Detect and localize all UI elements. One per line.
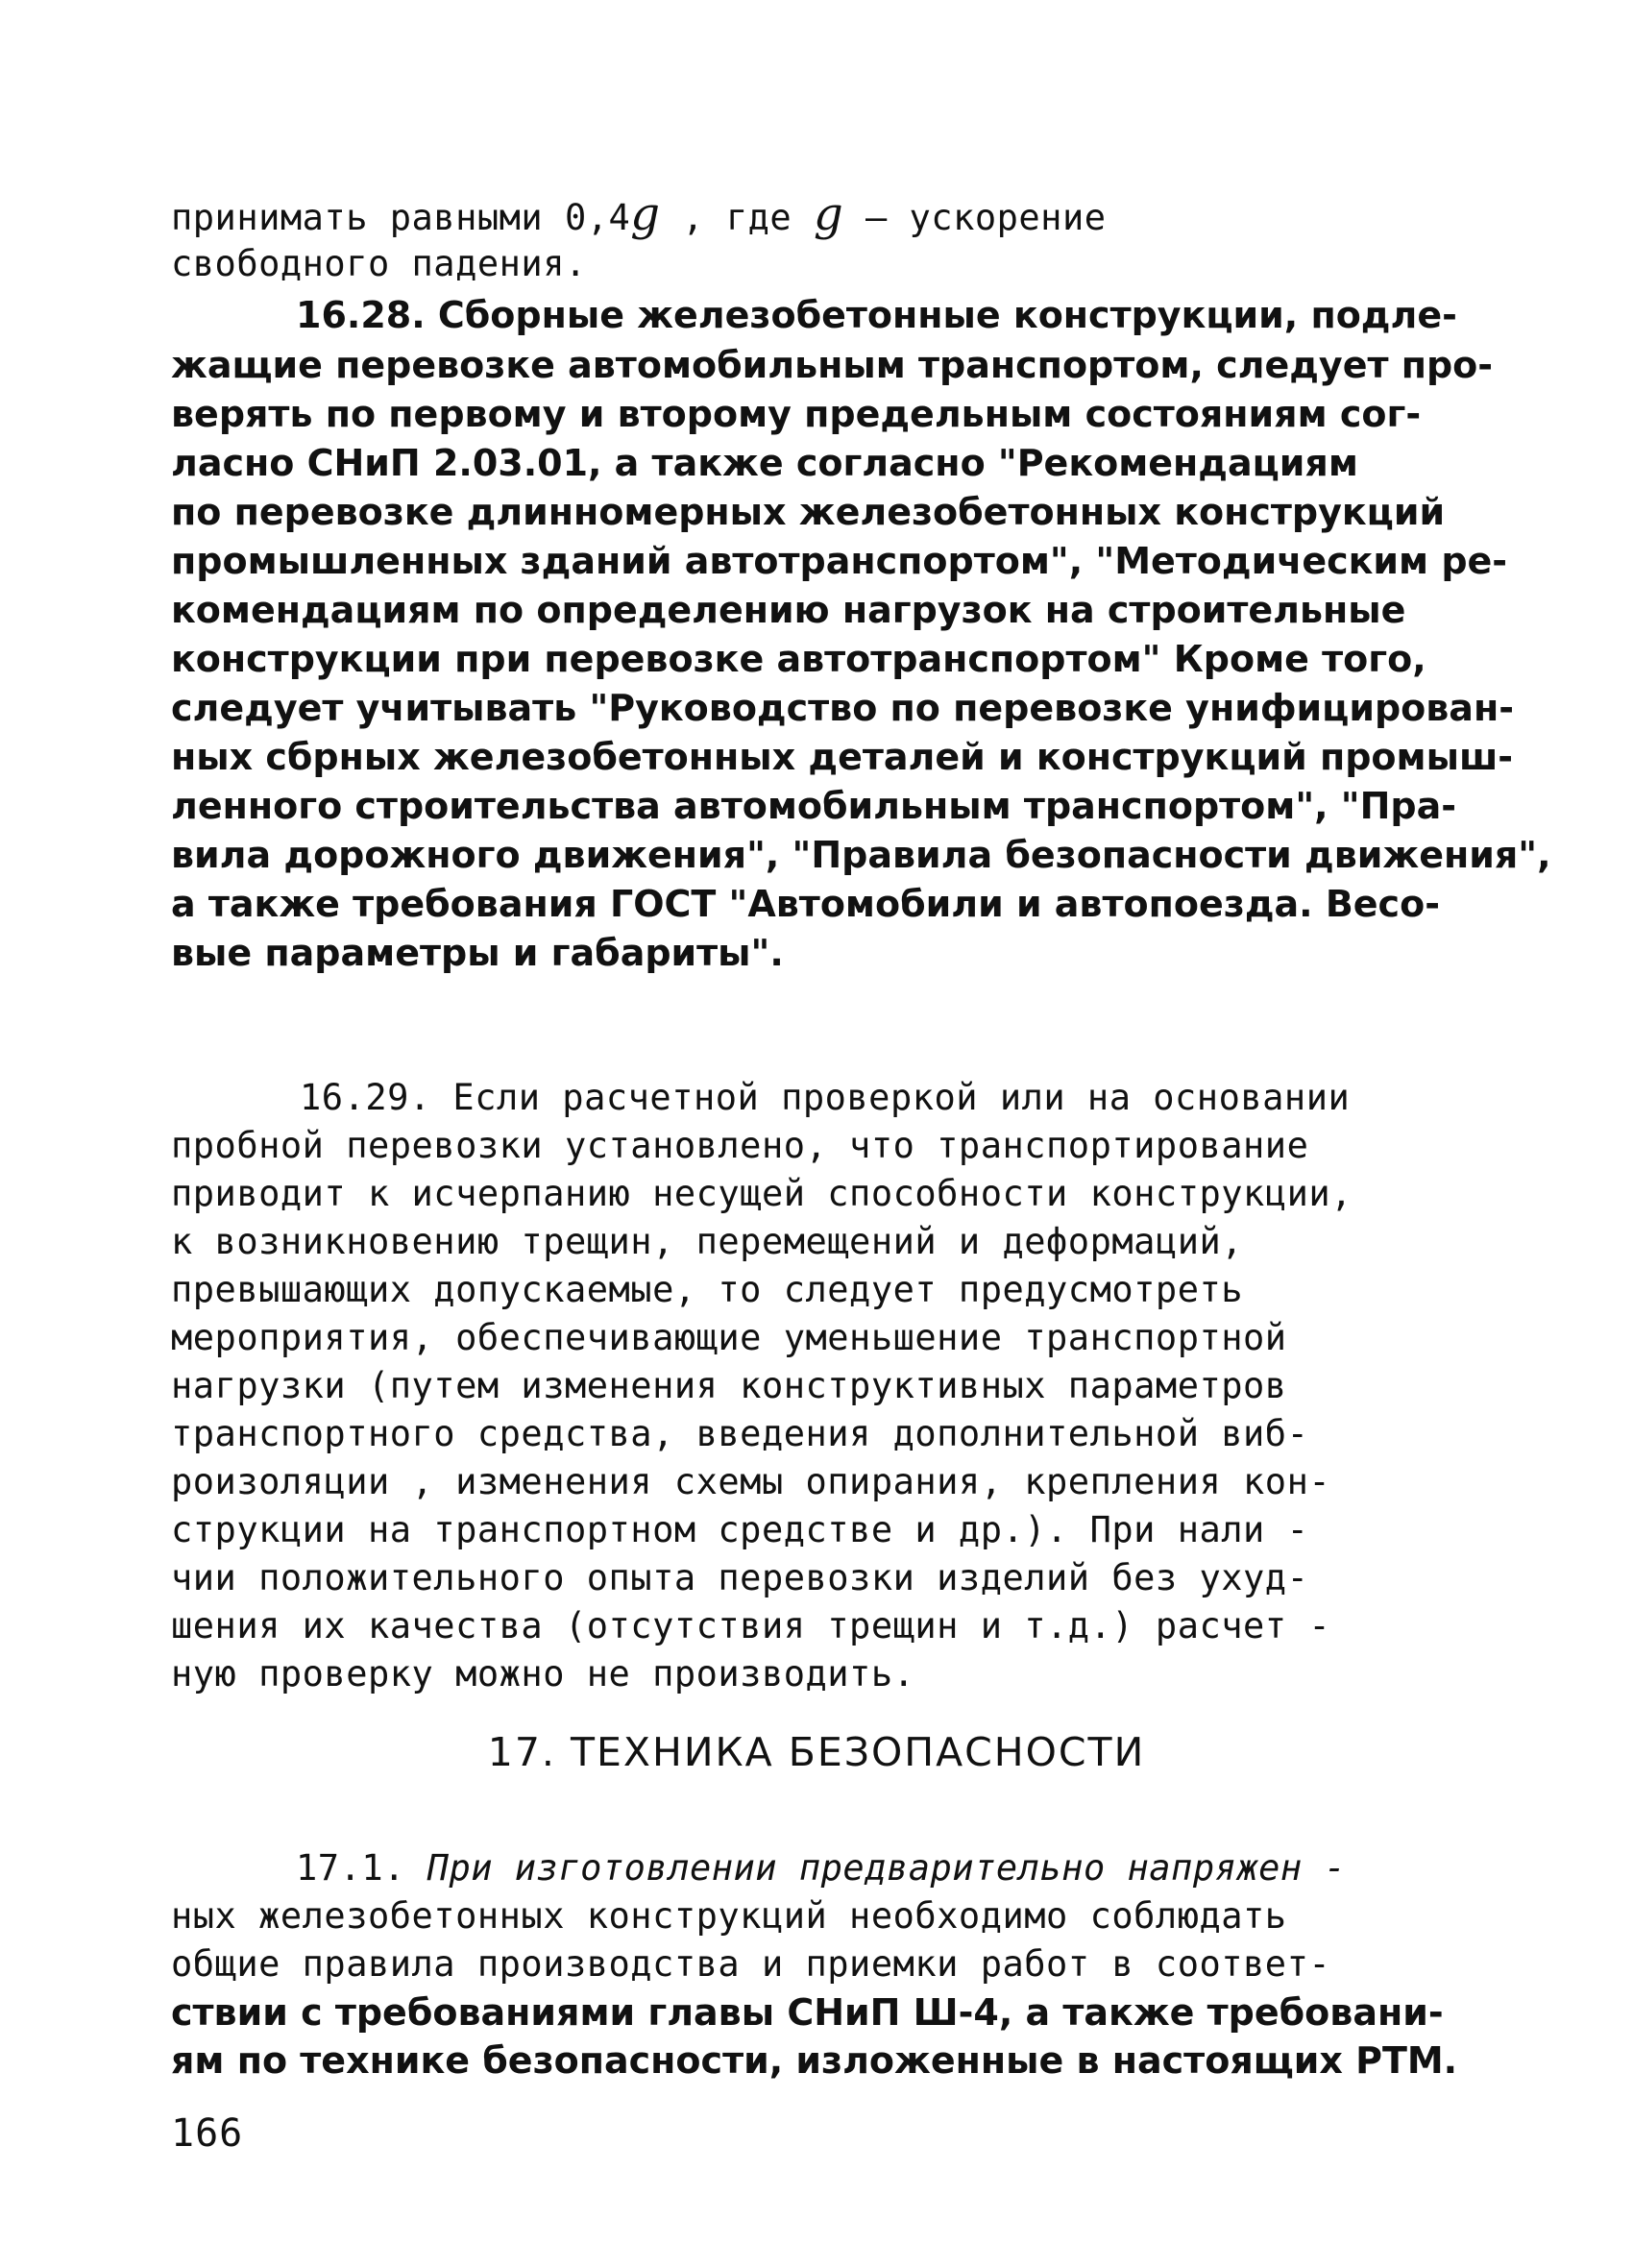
paragraph-1629-line: 16.29. Если расчетной проверкой или на основании: [300, 1077, 1351, 1118]
paragraph-1628-line: верять по первому и второму предельным состояниям сог-: [171, 393, 1422, 435]
paragraph-1629-line: пробной перевозки установлено, что транспортирование: [171, 1125, 1309, 1166]
paragraph-1628-line: ласно СНиП 2.03.01, а также согласно "Рекомендациям: [171, 442, 1358, 484]
paragraph-1628-line: по перевозке длинномерных железобетонных конструкций: [171, 491, 1446, 533]
paragraph-1628-line: а также требования ГОСТ "Автомобили и автопоезда. Весо-: [171, 883, 1440, 925]
paragraph-1628-line: комендациям по определению нагрузок на строительные: [171, 589, 1406, 631]
gravity-symbol: g: [813, 187, 844, 241]
paragraph-171-line: ям по технике безопасности, изложенные в настоящих РТМ.: [171, 2039, 1458, 2082]
paragraph-171-line: общие правила производства и приемки работ в соответ-: [171, 1943, 1331, 1985]
paragraph-1629-line: транспортного средства, введения дополнительной виб-: [171, 1413, 1309, 1454]
paragraph-1628-line: ных сбрных железобетонных деталей и конструкций промыш-: [171, 736, 1514, 778]
text-fragment: принимать равными 0,4: [171, 197, 631, 238]
paragraph-1628-line: жащие перевозке автомобильным транспортом, следует про-: [171, 344, 1494, 386]
text-fragment: , где: [660, 197, 792, 238]
paragraph-1629-line: нагрузки (путем изменения конструктивных параметров: [171, 1365, 1287, 1406]
paragraph-1629-line: приводит к исчерпанию несущей способности конструкции,: [171, 1173, 1353, 1214]
paragraph-1629-line: струкции на транспортном средстве и др.). При нали -: [171, 1509, 1309, 1550]
paragraph-1629-line: ную проверку можно не производить.: [171, 1653, 915, 1695]
text-line: [171, 187, 1107, 242]
clause-number: 17.1.: [296, 1847, 405, 1889]
paragraph-1628-line: вила дорожного движения", "Правила безопасности движения",: [171, 834, 1551, 876]
text-line: свободного падения.: [171, 243, 587, 284]
text-fragment: – ускорение: [843, 197, 1107, 238]
paragraph-1629-line: к возникновению трещин, перемещений и деформаций,: [171, 1221, 1244, 1262]
page-number: 166: [171, 2111, 244, 2156]
paragraph-1628-line: промышленных зданий автотранспортом", "Методическим ре-: [171, 540, 1508, 582]
paragraph-1628-line: следует учитывать "Руководство по перевозке унифицирован-: [171, 687, 1514, 729]
paragraph-171-line: ных железобетонных конструкций необходимо соблюдать: [171, 1895, 1287, 1937]
section-heading: 17. ТЕХНИКА БЕЗОПАСНОСТИ: [487, 1729, 1146, 1775]
clause-text: При изготовлении предварительно напряжен -: [404, 1847, 1347, 1889]
paragraph-1628-line: 16.28. Сборные железобетонные конструкции, подле-: [296, 294, 1457, 336]
paragraph-1628-line: ленного строительства автомобильным транспортом", "Пра-: [171, 785, 1457, 827]
paragraph-1629-line: чии положительного опыта перевозки изделий без ухуд-: [171, 1557, 1309, 1598]
paragraph-1628-line: вые параметры и габариты".: [171, 932, 784, 974]
paragraph-1628-line: конструкции при перевозке автотранспортом" Кроме того,: [171, 638, 1426, 680]
gravity-symbol: g: [630, 187, 661, 241]
paragraph-1629-line: мероприятия, обеспечивающие уменьшение транспортной: [171, 1317, 1287, 1358]
paragraph-1629-line: роизоляции , изменения схемы опирания, крепления кон-: [171, 1461, 1331, 1502]
paragraph-171-line: ствии с требованиями главы СНиП Ш-4, а также требовани-: [171, 1991, 1444, 2034]
paragraph-1629-line: превышающих допускаемые, то следует предусмотреть: [171, 1269, 1244, 1310]
paragraph-171-line: [296, 1844, 1346, 1892]
paragraph-1629-line: шения их качества (отсутствия трещин и т.д.) расчет -: [171, 1605, 1331, 1646]
